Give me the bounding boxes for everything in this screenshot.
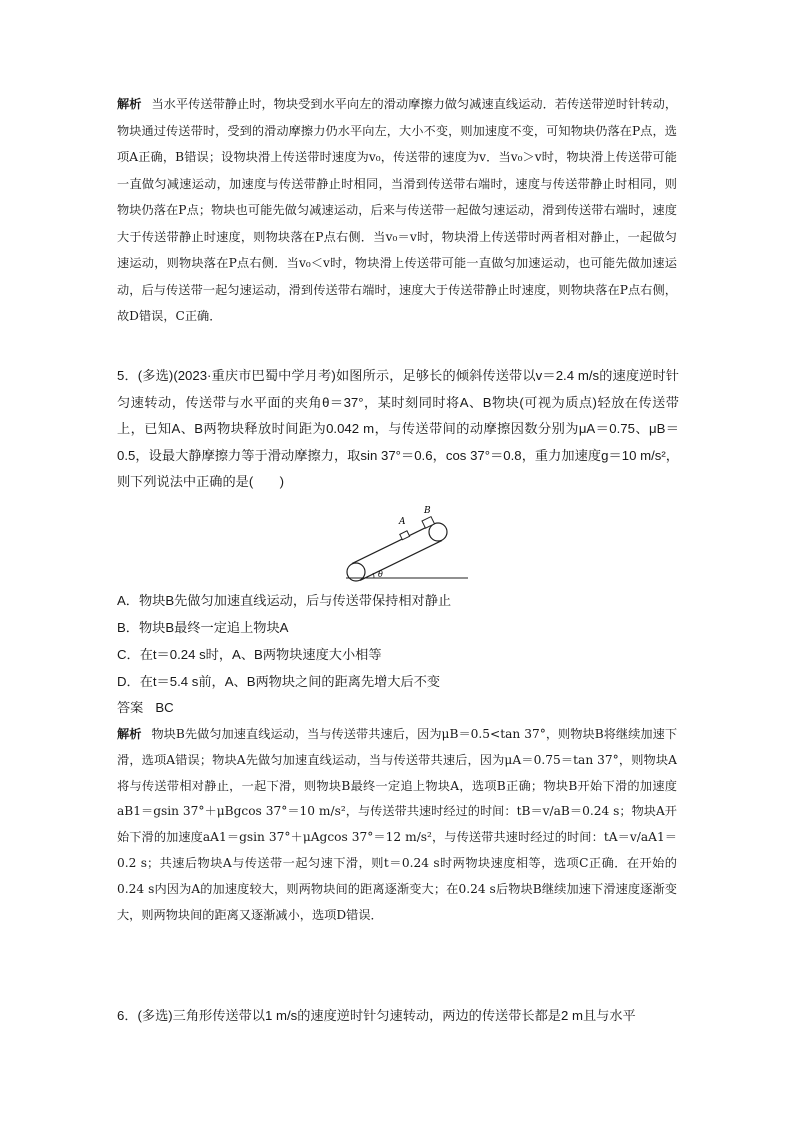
belt-top [352,524,434,564]
conveyor-belt-figure [340,502,472,588]
belt-bottom [360,540,442,580]
option-c: C．在t＝0.24 s时，A、B两物块速度大小相等 [117,647,382,662]
analysis-text-2: 物块B先做匀加速直线运动，当与传送带共速后，因为μB＝0.5<tan 37°，则物块B将继续加速下滑，选项A错误；物块A先做匀加速直线运动，当与传送带共速后，因为μA＝0.75＝tan 37°，则物块A将与传送带相对静止，一起下滑，则物块B最终一定追上物块A，选项B正确；物块B开始下滑的加速度aB1＝gsin 37°＋μBgcos 37°＝10 m/s²，与传送带共速时经过的时间：tB＝v/aB＝0.24 s；物块A开始下滑的加速度aA1＝gsin 37°＋μAgcos 37°＝12 m/s²，与传送带共速时经过的时间：tA＝v/aA1＝0.2 s；共速后物块A与传送带一起匀速下滑，则t＝0.24 s时两物块速度相等，选项C正确．在开始的0.24 s内因为A的加速度较大，则两物块间的距离逐渐变大；在0.24 s后物块B继续加速下滑速度逐渐变大，则两物块间的距离又逐渐减小，选项D错误． [117,727,678,922]
option-b: B．物块B最终一定追上物块A [117,620,289,635]
answer-label: 答案 [117,701,144,716]
answer-line [117,698,174,719]
question-6-stem: 6．(多选)三角形传送带以1 m/s的速度逆时针匀速转动，两边的传送带长都是2 m且与水平 [117,1008,636,1023]
label-theta: θ [378,570,383,579]
option-a: A．物块B先做匀加速直线运动，后与传送带保持相对静止 [117,593,452,608]
block-a [400,531,410,540]
label-b: B [424,506,431,516]
analysis-paragraph-2 [117,722,677,928]
analysis-text: 当水平传送带静止时，物块受到水平向左的滑动摩擦力做匀减速直线运动．若传送带逆时针转动，物块通过传送带时，受到的滑动摩擦力仍水平向左，大小不变，则加速度不变，可知物块仍落在P点，选项A正确，B错误；设物块滑上传送带时速度为v₀，传送带的速度为v．当v₀＞v时，物块滑上传送带可能一直做匀减速运动，加速度与传送带静止时相同，当滑到传送带右端时，速度与传送带静止时相同，则物块仍落在P点；物块也可能先做匀减速运动，后来与传送带一起做匀速运动，滑到传送带右端时，速度大于传送带静止时速度，则物块落在P点右侧．当v₀＝v时，物块滑上传送带时两者相对静止，一起做匀速运动，则物块落在P点右侧．当v₀＜v时，物块滑上传送带可能一直做匀加速运动，也可能先做加速运动，后与传送带一起匀速运动，滑到传送带右端时，速度大于传送带静止时速度，则物块落在P点右侧，故D错误，C正确． [117,97,678,323]
question-5-stem: 5．(多选)(2023·重庆市巴蜀中学月考)如图所示，足够长的倾斜传送带以v＝2.4 m/s的速度逆时针匀速转动，传送带与水平面的夹角θ＝37°，某时刻同时将A、B物块(可视为质点)轻放在传送带上，已知A、B两物块释放时间距为0.042 m，与传送带间的动摩擦因数分别为μA＝0.75、μB＝0.5，设最大静摩擦力等于滑动摩擦力，取sin 37°＝0.6，cos 37°＝0.8，重力加速度g＝10 m/s²，则下列说法中正确的是( ) [117,368,679,489]
analysis-label-2: 解析 [117,727,142,741]
label-a: A [399,517,406,527]
analysis-paragraph-1 [117,91,677,330]
option-d: D．在t＝5.4 s前，A、B两物块之间的距离先增大后不变 [117,674,441,689]
analysis-label: 解析 [117,97,142,111]
answer-value: BC [155,700,174,715]
block-b [422,517,434,529]
